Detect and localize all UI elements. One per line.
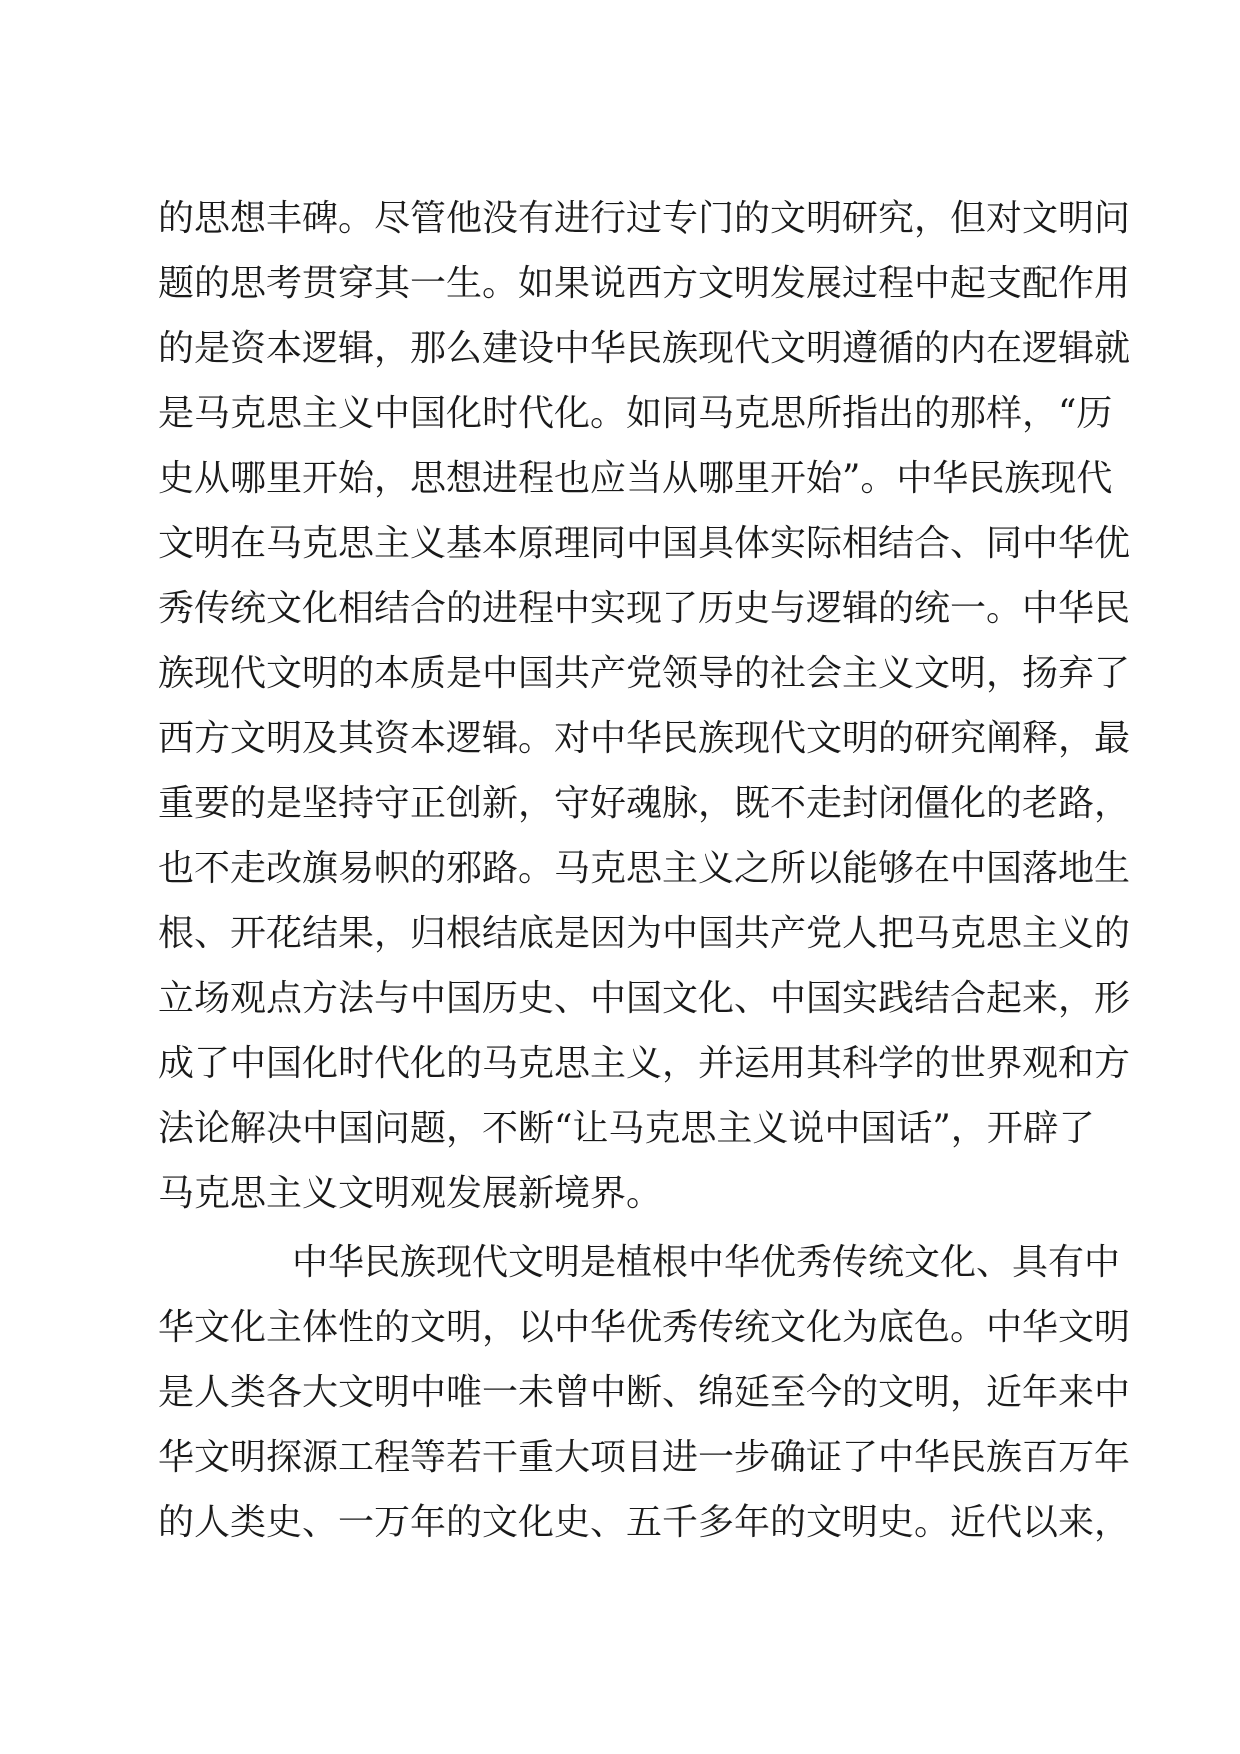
text-line: 史从哪里开始，思想进程也应当从哪里开始”。中华民族现代 bbox=[158, 458, 1113, 499]
text-line: 华文明探源工程等若干重大项目进一步确证了中华民族百万年 bbox=[158, 1437, 1131, 1478]
text-line: 重要的是坚持守正创新，守好魂脉，既不走封闭僵化的老路， bbox=[158, 783, 1131, 824]
text-line: 西方文明及其资本逻辑。对中华民族现代文明的研究阐释，最 bbox=[158, 718, 1131, 759]
text-line: 成了中国化时代化的马克思主义，并运用其科学的世界观和方 bbox=[158, 1043, 1131, 1084]
text-line: 的思想丰碑。尽管他没有进行过专门的文明研究，但对文明问 bbox=[158, 198, 1131, 239]
text-line: 秀传统文化相结合的进程中实现了历史与逻辑的统一。中华民 bbox=[158, 588, 1131, 629]
text-line: 文明在马克思主义基本原理同中国具体实际相结合、同中华优 bbox=[158, 523, 1131, 564]
paragraph bbox=[158, 186, 1131, 1226]
text-line: 中华民族现代文明是植根中华优秀传统文化、具有中 bbox=[292, 1242, 1121, 1283]
text-line: 题的思考贯穿其一生。如果说西方文明发展过程中起支配作用 bbox=[158, 263, 1131, 304]
text-line: 立场观点方法与中国历史、中国文化、中国实践结合起来，形 bbox=[158, 978, 1131, 1019]
text-line: 马克思主义文明观发展新境界。 bbox=[158, 1173, 663, 1214]
text-line: 是马克思主义中国化时代化。如同马克思所指出的那样，“历 bbox=[158, 393, 1113, 434]
text-line: 华文化主体性的文明，以中华优秀传统文化为底色。中华文明 bbox=[158, 1307, 1131, 1348]
text-line: 也不走改旗易帜的邪路。马克思主义之所以能够在中国落地生 bbox=[158, 848, 1131, 889]
text-line: 根、开花结果，归根结底是因为中国共产党人把马克思主义的 bbox=[158, 913, 1131, 954]
text-line: 是人类各大文明中唯一未曾中断、绵延至今的文明，近年来中 bbox=[158, 1372, 1131, 1413]
text-line: 族现代文明的本质是中国共产党领导的社会主义文明，扬弃了 bbox=[158, 653, 1131, 694]
text-line: 法论解决中国问题，不断“让马克思主义说中国话”，开辟了 bbox=[158, 1108, 1095, 1149]
body-text bbox=[158, 186, 1131, 1555]
text-line: 的人类史、一万年的文化史、五千多年的文明史。近代以来， bbox=[158, 1502, 1131, 1543]
text-line: 的是资本逻辑，那么建设中华民族现代文明遵循的内在逻辑就 bbox=[158, 328, 1131, 369]
paragraph bbox=[158, 1230, 1131, 1555]
